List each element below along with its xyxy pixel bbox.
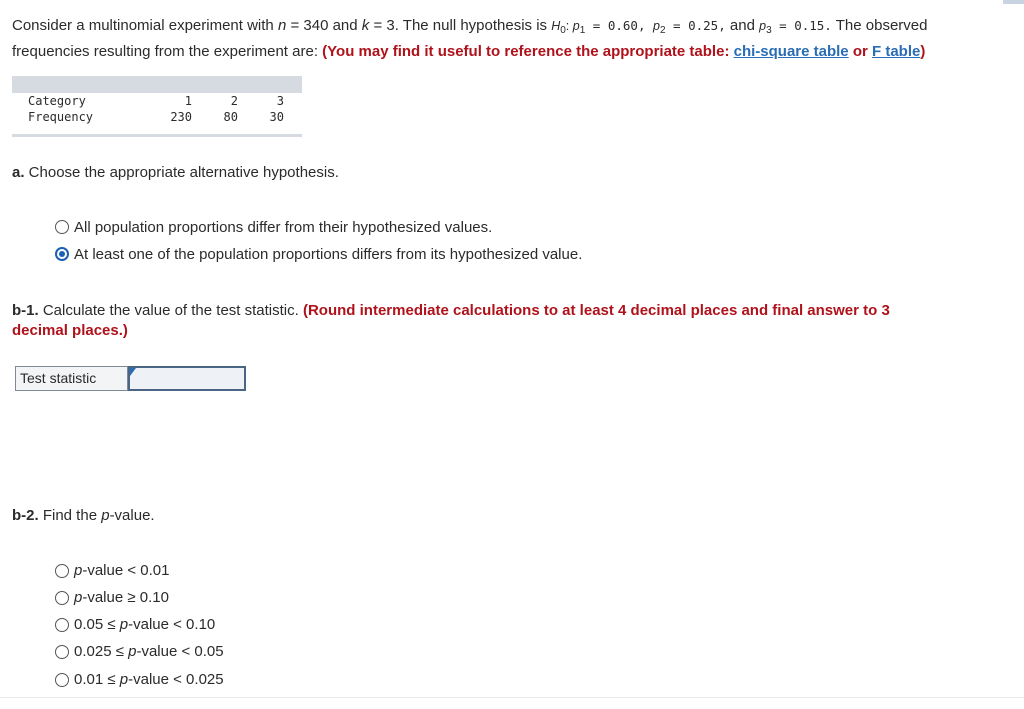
intro-text: The observed	[831, 17, 928, 34]
p3-symbol: p	[759, 19, 767, 33]
option-suffix: -value < 0.10	[128, 616, 216, 633]
alt-hypothesis-option-1[interactable]: All population proportions differ from their hypothesized values.	[74, 219, 493, 236]
p-symbol: p	[119, 616, 129, 633]
part-a-label: a.	[12, 164, 25, 181]
p1-symbol: p	[572, 19, 580, 33]
frequency-cell: 230	[170, 110, 192, 124]
p3-value: = 0.15.	[771, 18, 832, 33]
p-symbol: p	[119, 671, 129, 688]
corner-accent	[1003, 0, 1024, 4]
test-statistic-label: Test statistic	[15, 366, 128, 391]
p-value-option-1[interactable]	[74, 562, 170, 579]
table-footer-bar	[12, 134, 302, 137]
rounding-note: decimal places.)	[12, 322, 128, 339]
p3-subscript: 3	[766, 25, 772, 36]
intro-text: = 340 and	[286, 17, 362, 34]
p-value-radio-2[interactable]	[55, 591, 69, 605]
category-cell: 3	[276, 94, 284, 108]
p1-value: = 0.60,	[585, 18, 653, 33]
h0-symbol: H	[551, 19, 561, 33]
part-b1-question	[12, 301, 1002, 341]
option-prefix: 0.05 ≤	[74, 616, 120, 633]
test-statistic-input[interactable]	[128, 366, 246, 391]
category-cell: 1	[184, 94, 192, 108]
frequency-row-label: Frequency	[28, 110, 94, 124]
p-value-option-5[interactable]	[74, 671, 224, 688]
table-reference-note: or	[848, 43, 872, 60]
rounding-note: (Round intermediate calculations to at least 4 decimal places and final answer to 3	[302, 302, 890, 319]
frequency-cell: 30	[269, 110, 284, 124]
frequency-table	[12, 76, 302, 138]
p-value-radio-3[interactable]	[55, 618, 69, 632]
part-b2-label: b-2.	[12, 507, 39, 524]
p-value-radio-1[interactable]	[55, 564, 69, 578]
frequency-cell: 80	[223, 110, 238, 124]
p-symbol: p	[74, 562, 83, 579]
n-symbol: n	[277, 17, 287, 34]
table-reference-note: )	[920, 43, 926, 60]
alt-hypothesis-option-2[interactable]: At least one of the population proportions differs from its hypothesized value.	[74, 246, 583, 263]
option-suffix: -value < 0.01	[82, 562, 170, 579]
intro-text: frequencies resulting from the experiment are:	[12, 43, 323, 60]
problem-intro	[12, 15, 1022, 62]
part-b1-text: Calculate the value of the test statistic.	[38, 302, 303, 319]
category-row-label: Category	[28, 94, 86, 108]
p-value-option-2[interactable]	[74, 589, 169, 606]
table-reference-note: (You may find it useful to reference the appropriate table:	[322, 43, 734, 60]
chi-square-table-link[interactable]: chi-square table	[733, 43, 849, 60]
intro-text: = 3. The null hypothesis is	[369, 17, 552, 34]
part-a-question	[12, 164, 339, 181]
part-a-text: Choose the appropriate alternative hypothesis.	[24, 164, 339, 181]
p1-subscript: 1	[579, 25, 586, 36]
part-b2-text: Find the	[38, 507, 102, 524]
h0-colon: :	[565, 19, 573, 33]
category-cell: 2	[230, 94, 238, 108]
part-b2-text: -value.	[109, 507, 155, 524]
test-statistic-row	[15, 366, 246, 391]
option-prefix: 0.025 ≤	[74, 643, 129, 660]
part-b1-label: b-1.	[12, 302, 39, 319]
intro-text: Consider a multinomial experiment with	[12, 17, 278, 34]
p-value-radio-5[interactable]	[55, 673, 69, 687]
k-symbol: k	[361, 17, 370, 34]
alt-hypothesis-radio-1[interactable]	[55, 220, 69, 234]
part-b2-question	[12, 507, 155, 524]
option-suffix: -value ≥ 0.10	[82, 589, 169, 606]
intro-text: and	[725, 17, 760, 34]
h0-subscript: 0	[560, 25, 566, 36]
option-suffix: -value < 0.05	[136, 643, 224, 660]
alt-hypothesis-radio-2[interactable]	[55, 247, 69, 261]
p-symbol: p	[128, 643, 137, 660]
option-prefix: 0.01 ≤	[74, 671, 120, 688]
p2-symbol: p	[653, 19, 660, 33]
table-header-bar	[12, 76, 302, 93]
p-symbol: p	[74, 589, 83, 606]
p-symbol: p	[101, 507, 110, 524]
p-value-option-4[interactable]	[74, 643, 224, 660]
bottom-divider	[0, 697, 1024, 698]
p2-subscript: 2	[659, 25, 666, 36]
p2-value: = 0.25,	[665, 18, 726, 33]
option-suffix: -value < 0.025	[128, 671, 224, 688]
p-value-option-3[interactable]	[74, 616, 215, 633]
f-table-link[interactable]: F table	[872, 43, 921, 60]
p-value-radio-4[interactable]	[55, 645, 69, 659]
